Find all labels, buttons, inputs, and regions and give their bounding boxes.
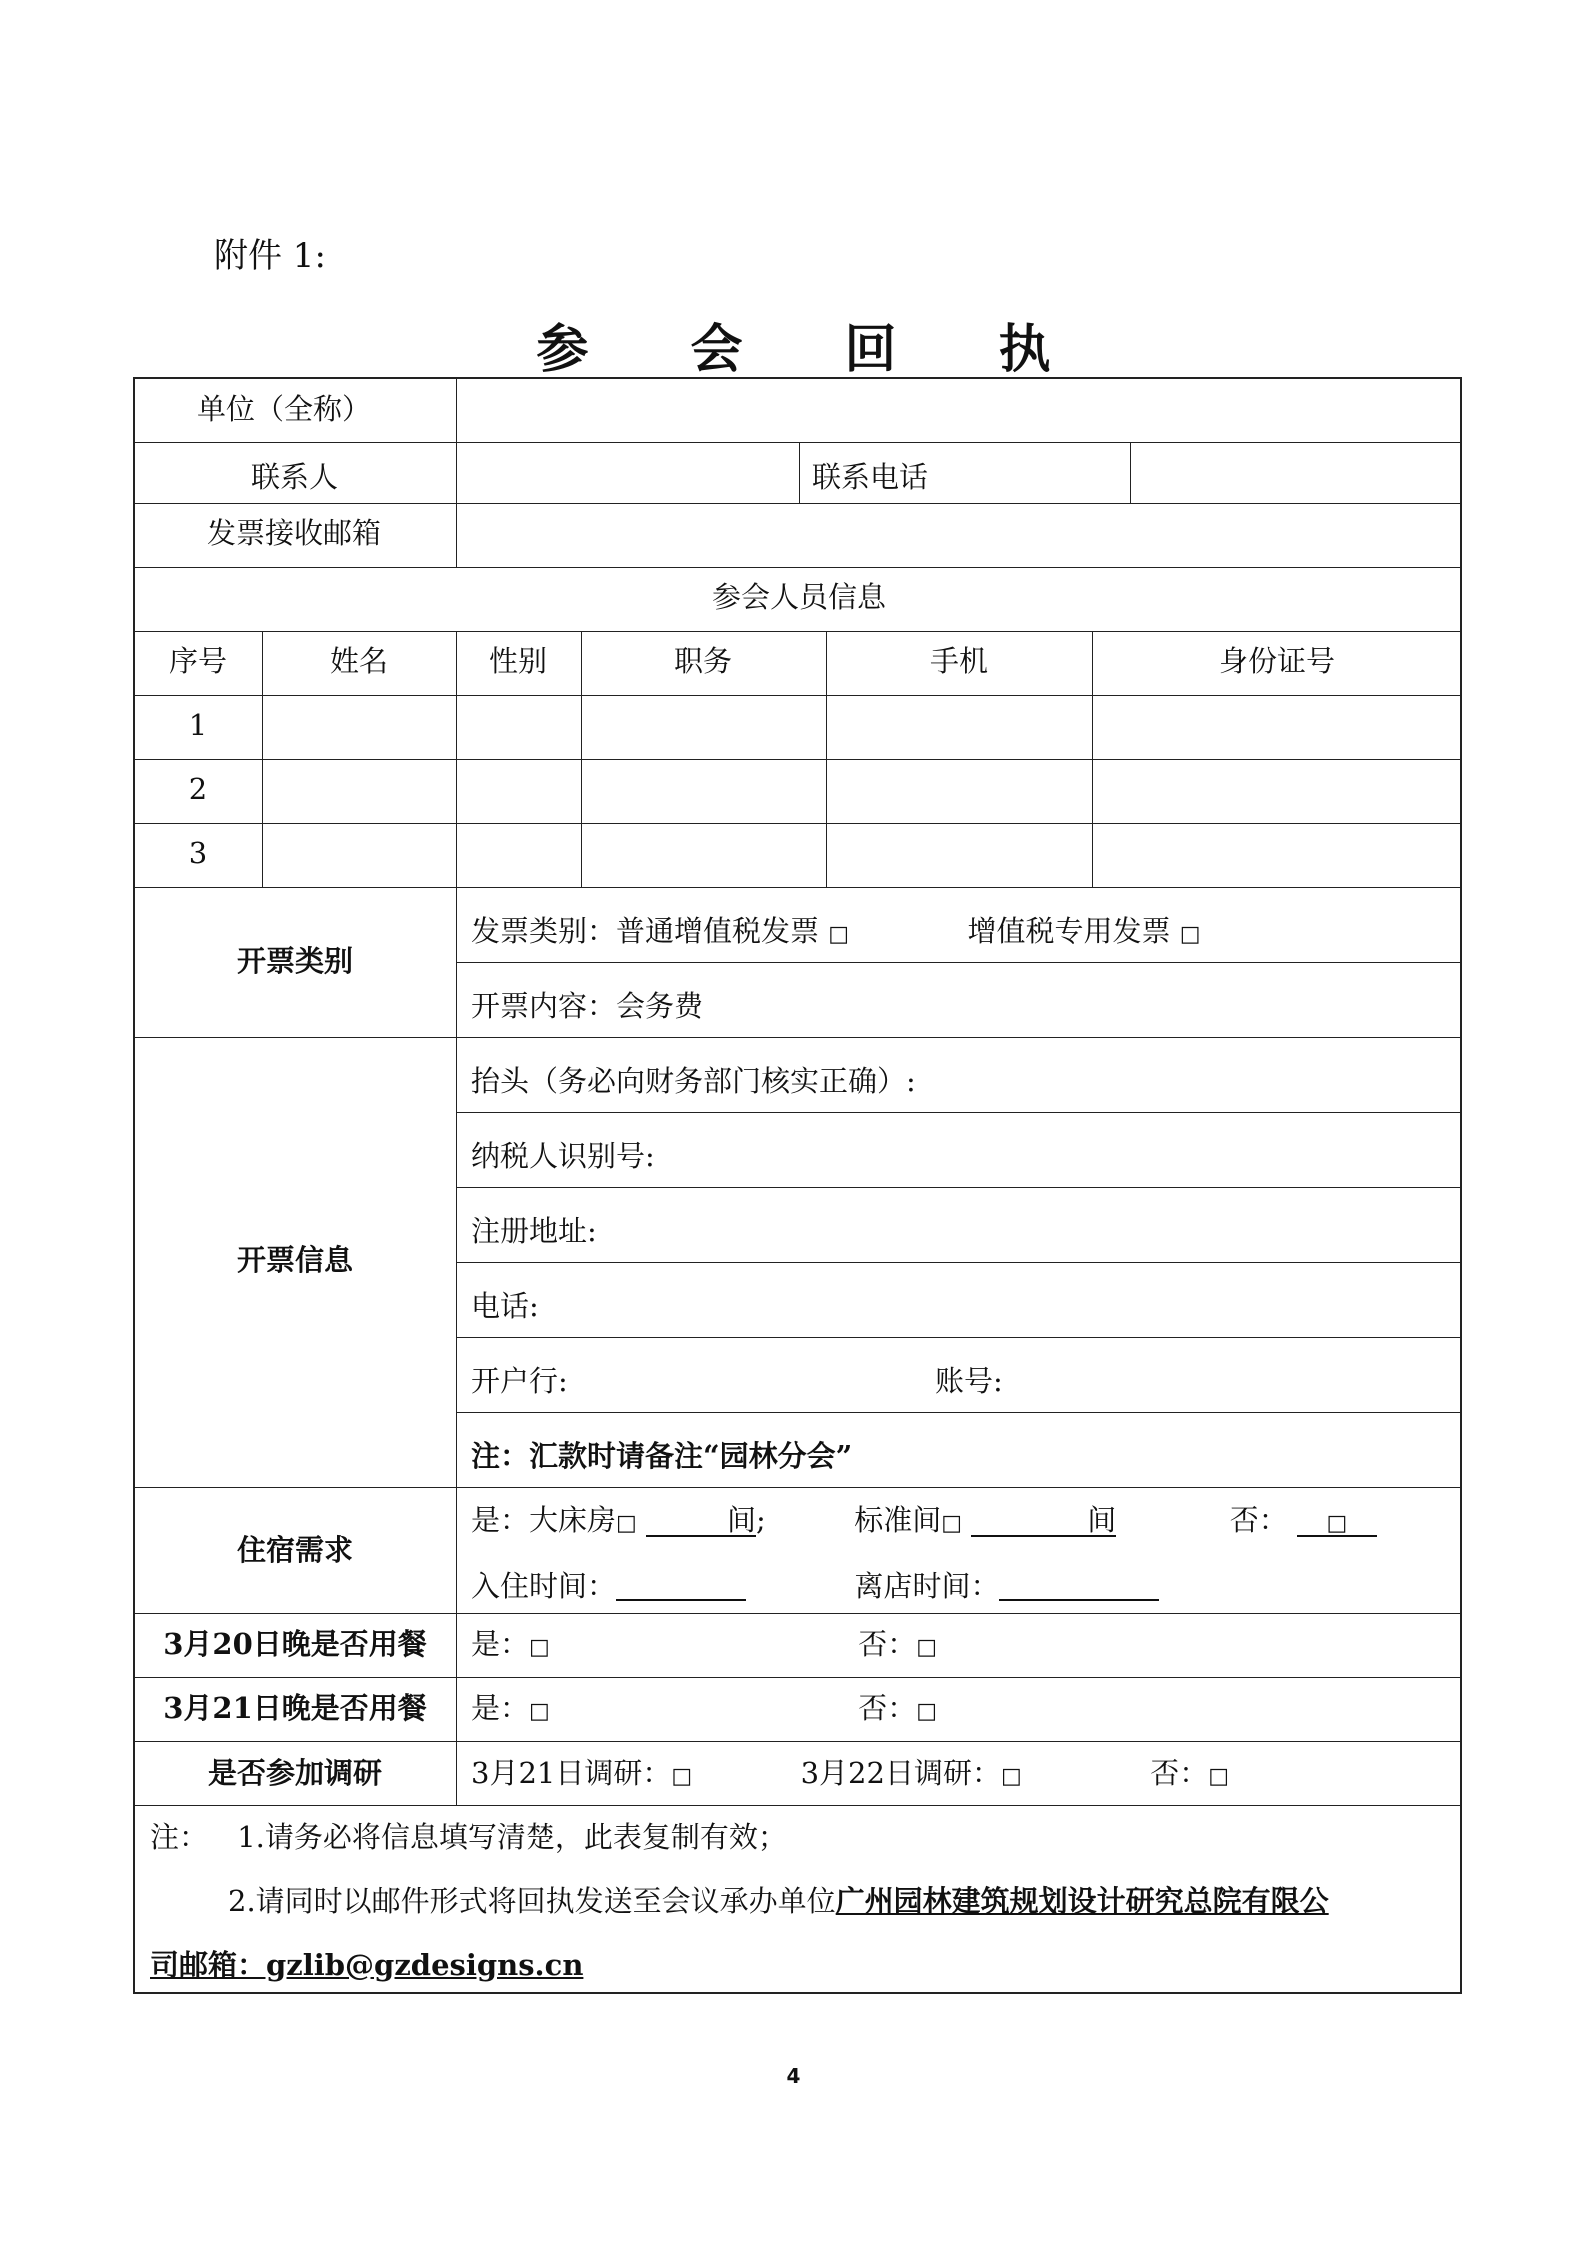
row-divider: [135, 1037, 1462, 1038]
col-divider: [581, 631, 582, 887]
contact-label: 联系人: [251, 460, 339, 494]
double-room-option: 是：大床房: [471, 1503, 617, 1537]
dinner-21-label: 3月21日晚是否用餐: [163, 1691, 427, 1725]
row-divider: [135, 1677, 1462, 1678]
phone-field: 电话:: [471, 1289, 539, 1323]
row-divider: [135, 1741, 1462, 1742]
col-divider: [1130, 442, 1131, 503]
row-divider: [135, 503, 1462, 504]
notes-line-2: [228, 1884, 1329, 1918]
dinner-20-options: [471, 1627, 938, 1661]
account-field: 账号:: [935, 1364, 1003, 1398]
col-header-id-number: 身份证号: [1218, 644, 1336, 678]
col-divider: [456, 887, 457, 1805]
research-options: [471, 1756, 1229, 1790]
double-room-count[interactable]: [646, 1503, 757, 1537]
contact-phone-label: 联系电话: [812, 460, 929, 494]
remittance-note: 注：汇款时请备注“园林分会”: [471, 1439, 853, 1473]
checkbox-icon[interactable]: □: [671, 1764, 693, 1789]
accommodation-options: [471, 1503, 1377, 1537]
checkbox-icon[interactable]: □: [616, 1511, 637, 1536]
unit-label: 单位（全称）: [197, 392, 372, 426]
dinner-21-yes: 是：: [471, 1691, 530, 1725]
row-divider: [135, 1613, 1462, 1614]
row-divider: [456, 1187, 1462, 1188]
standard-room-count[interactable]: [971, 1503, 1117, 1537]
standard-room-option: 标准间: [854, 1503, 942, 1537]
invoice-content: 开票内容：会务费: [471, 989, 704, 1023]
stay-dates: [471, 1569, 1159, 1601]
no-accommodation-option: 否：: [1229, 1503, 1288, 1537]
accommodation-label: 住宿需求: [236, 1533, 354, 1567]
row-divider: [135, 567, 1462, 568]
col-divider: [1092, 631, 1093, 887]
checkbox-icon[interactable]: □: [828, 922, 850, 947]
checkbox-icon[interactable]: □: [529, 1635, 550, 1660]
checkout-field[interactable]: [999, 1569, 1159, 1601]
col-header-name: 姓名: [329, 644, 389, 678]
col-header-mobile: 手机: [929, 644, 989, 678]
checkbox-icon[interactable]: □: [1179, 922, 1201, 947]
checkin-label: 入住时间：: [471, 1569, 617, 1603]
row-divider: [456, 1412, 1462, 1413]
row-divider: [456, 962, 1462, 963]
row-divider: [135, 1487, 1462, 1488]
no-accommodation-field[interactable]: [1297, 1506, 1377, 1537]
research-label: 是否参加调研: [207, 1756, 383, 1790]
organizer-email: 司邮箱：gzlib@gzdesigns.cn: [150, 1948, 584, 1982]
invoice-email-label: 发票接收邮箱: [207, 516, 382, 550]
research-21: 3月21日调研：: [471, 1756, 672, 1790]
checkbox-icon[interactable]: □: [941, 1511, 963, 1536]
col-divider: [826, 631, 827, 887]
checkin-field[interactable]: [616, 1569, 746, 1601]
row-divider: [135, 1805, 1462, 1806]
room-unit: 间: [1087, 1503, 1117, 1537]
dinner-20-no: 否：: [858, 1627, 917, 1661]
dinner-20-label: 3月20日晚是否用餐: [163, 1627, 427, 1661]
separator: ;: [756, 1503, 766, 1537]
row-divider: [456, 1337, 1462, 1338]
organizer-name: 广州园林建筑规划设计研究总院有限公: [835, 1884, 1329, 1918]
row-divider: [135, 695, 1462, 696]
col-header-gender: 性别: [488, 644, 548, 678]
bank-field: 开户行:: [471, 1364, 568, 1398]
attachment-label: 附件 1:: [214, 236, 326, 276]
checkbox-icon[interactable]: □: [916, 1635, 938, 1660]
registration-form: [133, 377, 1462, 1994]
notes-line-1: [150, 1820, 787, 1854]
dinner-21-no: 否：: [858, 1691, 917, 1725]
notes-text-1: 1.请务必将信息填写清楚，此表复制有效；: [237, 1820, 787, 1854]
research-22: 3月22日调研：: [800, 1756, 1001, 1790]
invoice-header-field: 抬头（务必向财务部门核实正确）:: [471, 1064, 916, 1098]
col-divider: [456, 631, 457, 887]
participants-header: 参会人员信息: [711, 580, 887, 614]
notes-text-2: 2.请同时以邮件形式将回执发送至会议承办单位: [228, 1884, 836, 1918]
invoice-type-regular: 发票类别：普通增值税发票: [471, 914, 820, 948]
page-title: 参 会 回 执: [536, 319, 1093, 380]
col-divider: [456, 379, 457, 567]
invoice-type-special: 增值税专用发票: [967, 914, 1171, 948]
dinner-20-yes: 是：: [471, 1627, 530, 1661]
row-divider: [135, 887, 1462, 888]
row-divider: [456, 1112, 1462, 1113]
table-row-index: 3: [188, 836, 208, 870]
row-divider: [135, 631, 1462, 632]
checkbox-icon[interactable]: □: [916, 1699, 938, 1724]
invoice-type-line: [471, 914, 1201, 948]
row-divider: [135, 823, 1462, 824]
checkbox-icon[interactable]: □: [1208, 1764, 1229, 1789]
invoice-info-label: 开票信息: [236, 1243, 354, 1277]
row-divider: [456, 1262, 1462, 1263]
research-no: 否：: [1150, 1756, 1209, 1790]
table-row-index: 1: [188, 708, 208, 742]
dinner-21-options: [471, 1691, 938, 1725]
invoice-type-label: 开票类别: [236, 944, 354, 978]
table-row-index: 2: [188, 772, 208, 806]
page-number: 4: [786, 2064, 801, 2088]
row-divider: [135, 759, 1462, 760]
registered-address-field: 注册地址:: [471, 1214, 597, 1248]
checkbox-icon[interactable]: □: [1000, 1764, 1022, 1789]
notes-prefix: 注：: [150, 1820, 209, 1854]
col-header-position: 职务: [673, 644, 733, 678]
col-header-index: 序号: [168, 644, 228, 678]
col-divider: [262, 631, 263, 887]
checkout-label: 离店时间：: [854, 1569, 1000, 1603]
tax-id-field: 纳税人识别号:: [471, 1139, 655, 1173]
checkbox-icon[interactable]: □: [1326, 1511, 1348, 1536]
checkbox-icon[interactable]: □: [529, 1699, 550, 1724]
col-divider: [799, 442, 800, 503]
room-unit: 间: [727, 1503, 757, 1537]
